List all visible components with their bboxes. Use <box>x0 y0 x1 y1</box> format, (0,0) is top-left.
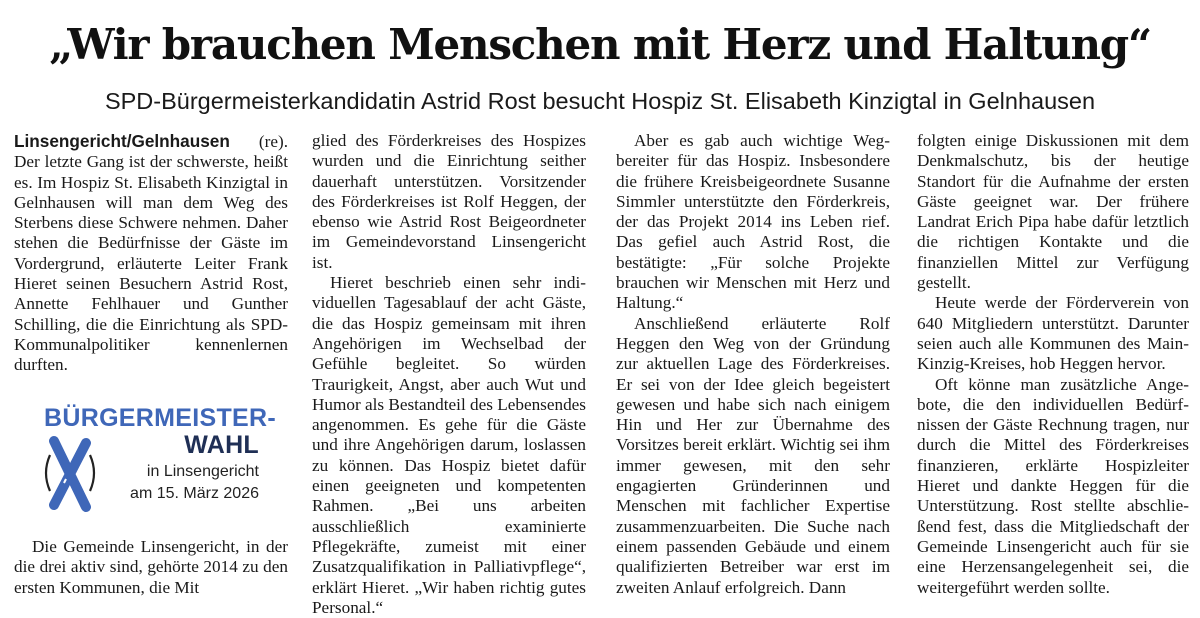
paragraph-text: (re). Der letzte Gang ist der schwerste, heißt es. Im Hospiz St. Elisabeth Kinzigtal in Gelnhausen will man dem Weg des Sterbens diese Schwere nehmen. Daher stehen die Bedürfnisse der Gäste im Vordergrund, erläuterte Leiter Frank Hieret seinen Besuchern Astrid Rost, Annette Fehlhauer und Gunther Schilling, die die Einrichtung als SPD-Kommunalpolitiker kennenlernen durften. <box>14 132 288 375</box>
article-column-1 <box>14 131 288 376</box>
article-column-2 <box>312 131 586 618</box>
article-paragraph: Heute werde der Förderverein von 640 Mitgliedern unterstützt. Darunter seien auch alle Kommunen des Main-Kinzig-Kreises, hob Heggen hervor. <box>917 293 1189 374</box>
article-column-3 <box>616 131 890 598</box>
election-title-line2: WAHL <box>184 431 259 459</box>
election-date: am 15. März 2026 <box>130 485 259 502</box>
headline: „Wir brauchen Menschen mit Herz und Haltung“ <box>49 20 1151 69</box>
article-paragraph: Aber es gab auch wichtige Wegbereiter für das Hospiz. Insbesondere die frühere Kreisbeigeordnete Susanne Simmler unterstützte den Förderkreis, der das Projekt 2014 ins Leben rief. Das gefiel auch Astrid Rost, die bestätigte: „Für solche Projekte brauchen wir Menschen mit Herz und Haltung.“ <box>616 131 890 313</box>
article-column-4 <box>917 131 1189 598</box>
article-paragraph: Die Gemeinde Linsengericht, in der die drei aktiv sind, gehörte 2014 zu den ersten Kommunen, die Mit <box>14 537 288 597</box>
dateline: Linsengericht/Gelnhausen <box>14 131 230 151</box>
ballot-x-icon <box>40 433 100 513</box>
article-paragraph: Anschließend erläuterte Rolf Heggen den Weg von der Gründung zur aktuellen Lage des Förderkreises. Er sei von der Idee gleich begeistert gewesen und habe sich nach einigem Hin und Her zur Übernahme des Vorsitzes bereit erklärt. Wichtig sei ihm immer gewesen, mit den sehr engagierten Gründerinnen und Menschen mit fachlicher Expertise zusammenzuarbeiten. Die Suche nach einem passenden Gebäude und einem qualifizierten Betreiber war erst im zweiten Anlauf erfolgreich. Dann <box>616 313 890 597</box>
election-title-line1: BÜRGERMEISTER- <box>44 404 276 432</box>
article-paragraph: folgten einige Diskussionen mit dem Denkmalschutz, bis der heutige Standort für die Aufnahme der ersten Gäste geeignet war. Der frühere Landrat Erich Pipa habe dafür letztlich die richtigen Kontakte und die finanziellen Mittel zur Verfügung gestellt. <box>917 131 1189 293</box>
article-paragraph: glied des Förderkreises des Hospizes wurden und die Einrichtung seither dauerhaft unterstützen. Vorsitzender des Förderkreises ist Rolf Heggen, der ebenso wie Astrid Rost Beigeordneter im Gemeindevorstand Linsengericht ist. <box>312 131 586 272</box>
election-info-box <box>44 403 276 510</box>
subheadline: SPD-Bürgermeisterkandidatin Astrid Rost besucht Hospiz St. Elisabeth Kinzigtal in Gelnhausen <box>104 88 1096 114</box>
article-paragraph: Oft könne man zusätzliche Angebote, die den individuellen Bedürfnissen der Gäste Rechnung tragen, nur durch die Mittel des Förderkreises finanzieren, erklärte Hospizleiter Hieret und dankte Heggen für die Unterstützung. Rost stellte abschließend fest, dass die Mitgliedschaft der Gemeinde Linsengericht auch für sie eine Herzensangelegenheit sei, die weitergeführt werden sollte. <box>917 374 1189 597</box>
article-paragraph: Hieret beschrieb einen sehr individuellen Tagesablauf der acht Gäste, die das Hospiz gemeinsam mit ihren Angehörigen im Wechselbad der Gefühle begleitet. So würden Traurigkeit, Angst, aber auch Wut und Humor als Bestandteil des Lebensendes angenommen. Es gehe für die Gäste und ihre Angehörigen darum, loslassen zu können. Das Hospiz bietet dafür einen geeigneten und kompetenten Rahmen. „Bei uns arbeiten ausschließlich examinierte Pflegekräfte, zumeist mit einer Zusatzqualifikation in Palliativpflege“, erklärt Hieret. „Wir haben richtig gutes Personal.“ <box>312 273 586 617</box>
election-location: in Linsengericht <box>146 463 259 480</box>
article-column-1-bottom <box>14 537 288 598</box>
article-paragraph <box>14 131 288 376</box>
